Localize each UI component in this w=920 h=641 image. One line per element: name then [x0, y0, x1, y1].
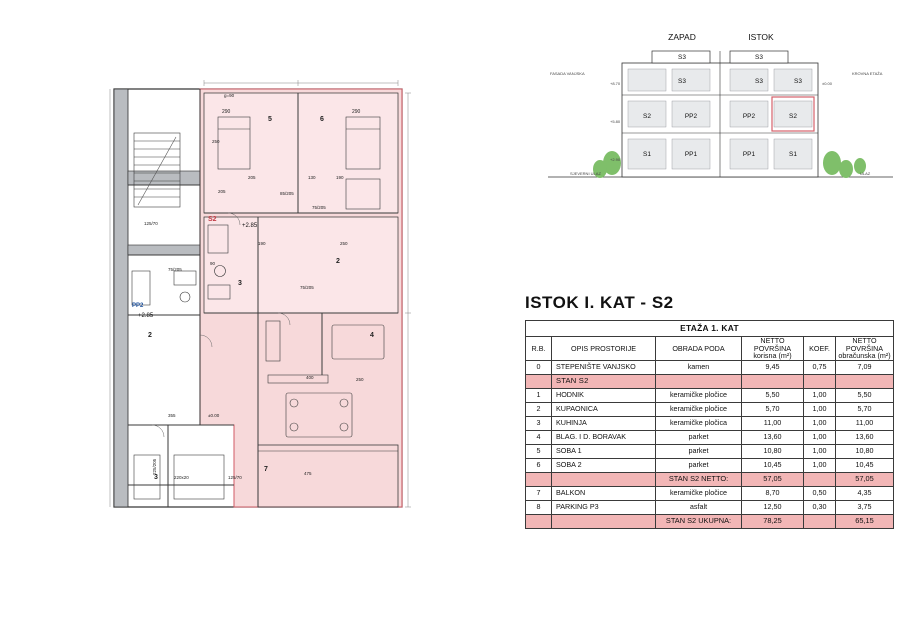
svg-text:PP2: PP2	[684, 113, 698, 120]
svg-text:S3: S3	[678, 78, 686, 85]
cell-net: 5,50	[742, 388, 804, 402]
cell-calc: 10,45	[836, 458, 894, 472]
cell-description: HODNIK	[552, 388, 656, 402]
cell-koef: 1,00	[804, 416, 836, 430]
cell-koef: 0,75	[804, 360, 836, 374]
svg-text:250: 250	[356, 377, 364, 382]
group-label: STAN S2	[552, 374, 656, 388]
building-elevation-drawing	[548, 25, 893, 190]
label-zapad: ZAPAD	[668, 32, 696, 42]
table-row	[526, 388, 894, 402]
svg-text:S2: S2	[208, 216, 217, 223]
table-row	[526, 416, 894, 430]
svg-text:PP2: PP2	[132, 303, 144, 309]
area-schedule-table	[525, 320, 894, 529]
cell-calc: 7,09	[836, 360, 894, 374]
svg-text:3: 3	[238, 280, 242, 287]
svg-text:±0.00: ±0.00	[208, 413, 220, 418]
svg-text:3: 3	[154, 474, 158, 481]
cell-rb: 4	[526, 430, 552, 444]
table-caption: ETAŽA 1. KAT	[526, 321, 894, 337]
cell-description: SOBA 1	[552, 444, 656, 458]
table-row	[526, 444, 894, 458]
cell-description: STEPENIŠTE VANJSKO	[552, 360, 656, 374]
svg-text:+2.90: +2.90	[610, 157, 621, 162]
cell-calc: 10,80	[836, 444, 894, 458]
cell-description: PARKING P3	[552, 500, 656, 514]
cell-description: KUPAONICA	[552, 402, 656, 416]
svg-text:2: 2	[336, 258, 340, 265]
cell-floor: keramičke pločice	[656, 486, 742, 500]
cell-rb: 8	[526, 500, 552, 514]
svg-text:+5.80: +5.80	[610, 119, 621, 124]
cell-rb: 1	[526, 388, 552, 402]
svg-text:190: 190	[336, 175, 344, 180]
cell-description: BALKON	[552, 486, 656, 500]
cell-net: 12,50	[742, 500, 804, 514]
svg-text:4: 4	[370, 332, 374, 339]
cell-koef: 1,00	[804, 402, 836, 416]
svg-text:75/205: 75/205	[168, 267, 182, 272]
table-caption-row	[526, 321, 894, 337]
svg-text:125/70: 125/70	[228, 475, 242, 480]
svg-text:PP1: PP1	[742, 151, 756, 158]
svg-text:+2.85: +2.85	[138, 313, 154, 319]
svg-text:290: 290	[222, 109, 231, 115]
table-header-row	[526, 337, 894, 361]
cell-floor: parket	[656, 430, 742, 444]
header-description: OPIS PROSTORIJE	[552, 337, 656, 361]
svg-text:ULAZ: ULAZ	[860, 171, 871, 176]
cell-calc: 11,00	[836, 416, 894, 430]
cell-net: 9,45	[742, 360, 804, 374]
svg-text:85/205: 85/205	[280, 191, 294, 196]
cell-description: SOBA 2	[552, 458, 656, 472]
subtotal-row	[526, 472, 894, 486]
subtotal-label: STAN S2 NETTO:	[656, 472, 742, 486]
svg-text:475: 475	[304, 471, 312, 476]
cell-koef: 1,00	[804, 430, 836, 444]
svg-text:S2: S2	[789, 113, 797, 120]
svg-text:S1: S1	[789, 151, 797, 158]
svg-text:5: 5	[268, 116, 272, 123]
svg-text:220x20: 220x20	[174, 475, 189, 480]
svg-text:250: 250	[212, 139, 220, 144]
cell-koef: 0,30	[804, 500, 836, 514]
total-net: 78,25	[742, 514, 804, 528]
svg-text:S1: S1	[643, 151, 651, 158]
cell-koef: 1,00	[804, 388, 836, 402]
cell-description: BLAG. I D. BORAVAK	[552, 430, 656, 444]
svg-text:205: 205	[218, 189, 226, 194]
header-calc-area: NETTO POVRŠINA obračunska (m²)	[836, 337, 894, 361]
cell-floor: keramičke pločice	[656, 402, 742, 416]
cell-floor: asfalt	[656, 500, 742, 514]
cell-calc: 5,50	[836, 388, 894, 402]
subtotal-calc: 57,05	[836, 472, 894, 486]
svg-text:7: 7	[264, 466, 268, 473]
svg-text:90: 90	[210, 261, 216, 266]
svg-text:355: 355	[168, 413, 176, 418]
svg-text:190: 190	[258, 241, 266, 246]
cell-koef: 0,50	[804, 486, 836, 500]
table-row	[526, 402, 894, 416]
cell-description: KUHINJA	[552, 416, 656, 430]
svg-text:290: 290	[352, 109, 361, 115]
total-calc: 65,15	[836, 514, 894, 528]
cell-floor: kamen	[656, 360, 742, 374]
cell-rb: 7	[526, 486, 552, 500]
cell-rb: 0	[526, 360, 552, 374]
svg-text:125/70: 125/70	[144, 221, 158, 226]
svg-text:PP2: PP2	[742, 113, 756, 120]
svg-text:±0.00: ±0.00	[822, 81, 832, 86]
cell-rb: 6	[526, 458, 552, 472]
svg-text:75/205: 75/205	[300, 285, 314, 290]
table-row	[526, 458, 894, 472]
svg-text:KROVNA ETAŽA: KROVNA ETAŽA	[852, 71, 883, 76]
cell-rb: 2	[526, 402, 552, 416]
svg-text:S3: S3	[755, 54, 763, 61]
table-row	[526, 500, 894, 514]
cell-calc: 5,70	[836, 402, 894, 416]
table-row	[526, 360, 894, 374]
cell-net: 11,00	[742, 416, 804, 430]
svg-text:225/205: 225/205	[152, 458, 157, 475]
cell-net: 5,70	[742, 402, 804, 416]
svg-text:+2.85: +2.85	[242, 223, 258, 229]
header-coefficient: KOEF.	[804, 337, 836, 361]
cell-net: 10,45	[742, 458, 804, 472]
header-net-area: NETTO POVRŠINA korisna (m²)	[742, 337, 804, 361]
svg-text:130: 130	[308, 175, 316, 180]
svg-text:S2: S2	[643, 113, 651, 120]
cell-koef: 1,00	[804, 458, 836, 472]
total-label: STAN S2 UKUPNA:	[656, 514, 742, 528]
table-row	[526, 486, 894, 500]
svg-text:FASADA VANJSKA: FASADA VANJSKA	[550, 71, 585, 76]
cell-floor: keramičke pločice	[656, 388, 742, 402]
group-header-row	[526, 374, 894, 388]
svg-text:2: 2	[148, 332, 152, 339]
svg-text:S3: S3	[755, 78, 763, 85]
header-rb: R.B.	[526, 337, 552, 361]
cell-net: 8,70	[742, 486, 804, 500]
svg-text:SJEVERNI ULAZ: SJEVERNI ULAZ	[570, 171, 601, 176]
header-floor: OBRADA PODA	[656, 337, 742, 361]
svg-text:S3: S3	[794, 78, 802, 85]
cell-floor: parket	[656, 458, 742, 472]
cell-koef: 1,00	[804, 444, 836, 458]
svg-text:S3: S3	[678, 54, 686, 61]
cell-rb: 3	[526, 416, 552, 430]
svg-text:250: 250	[340, 241, 348, 246]
cell-calc: 4,35	[836, 486, 894, 500]
cell-calc: 3,75	[836, 500, 894, 514]
svg-text:6: 6	[320, 116, 324, 123]
cell-net: 13,60	[742, 430, 804, 444]
total-row	[526, 514, 894, 528]
svg-text:400: 400	[306, 375, 314, 380]
cell-floor: parket	[656, 444, 742, 458]
label-istok: ISTOK	[748, 32, 774, 42]
page-title: ISTOK I. KAT - S2	[525, 293, 674, 312]
cell-floor: keramičke pločica	[656, 416, 742, 430]
subtotal-net: 57,05	[742, 472, 804, 486]
svg-text:205: 205	[248, 175, 256, 180]
svg-text:+8.70: +8.70	[610, 81, 621, 86]
svg-text:PP1: PP1	[684, 151, 698, 158]
cell-rb: 5	[526, 444, 552, 458]
table-row	[526, 430, 894, 444]
svg-text:75/205: 75/205	[312, 205, 326, 210]
cell-calc: 13,60	[836, 430, 894, 444]
svg-text:g=90: g=90	[224, 93, 235, 98]
cell-net: 10,80	[742, 444, 804, 458]
floor-plan-drawing	[108, 75, 418, 520]
